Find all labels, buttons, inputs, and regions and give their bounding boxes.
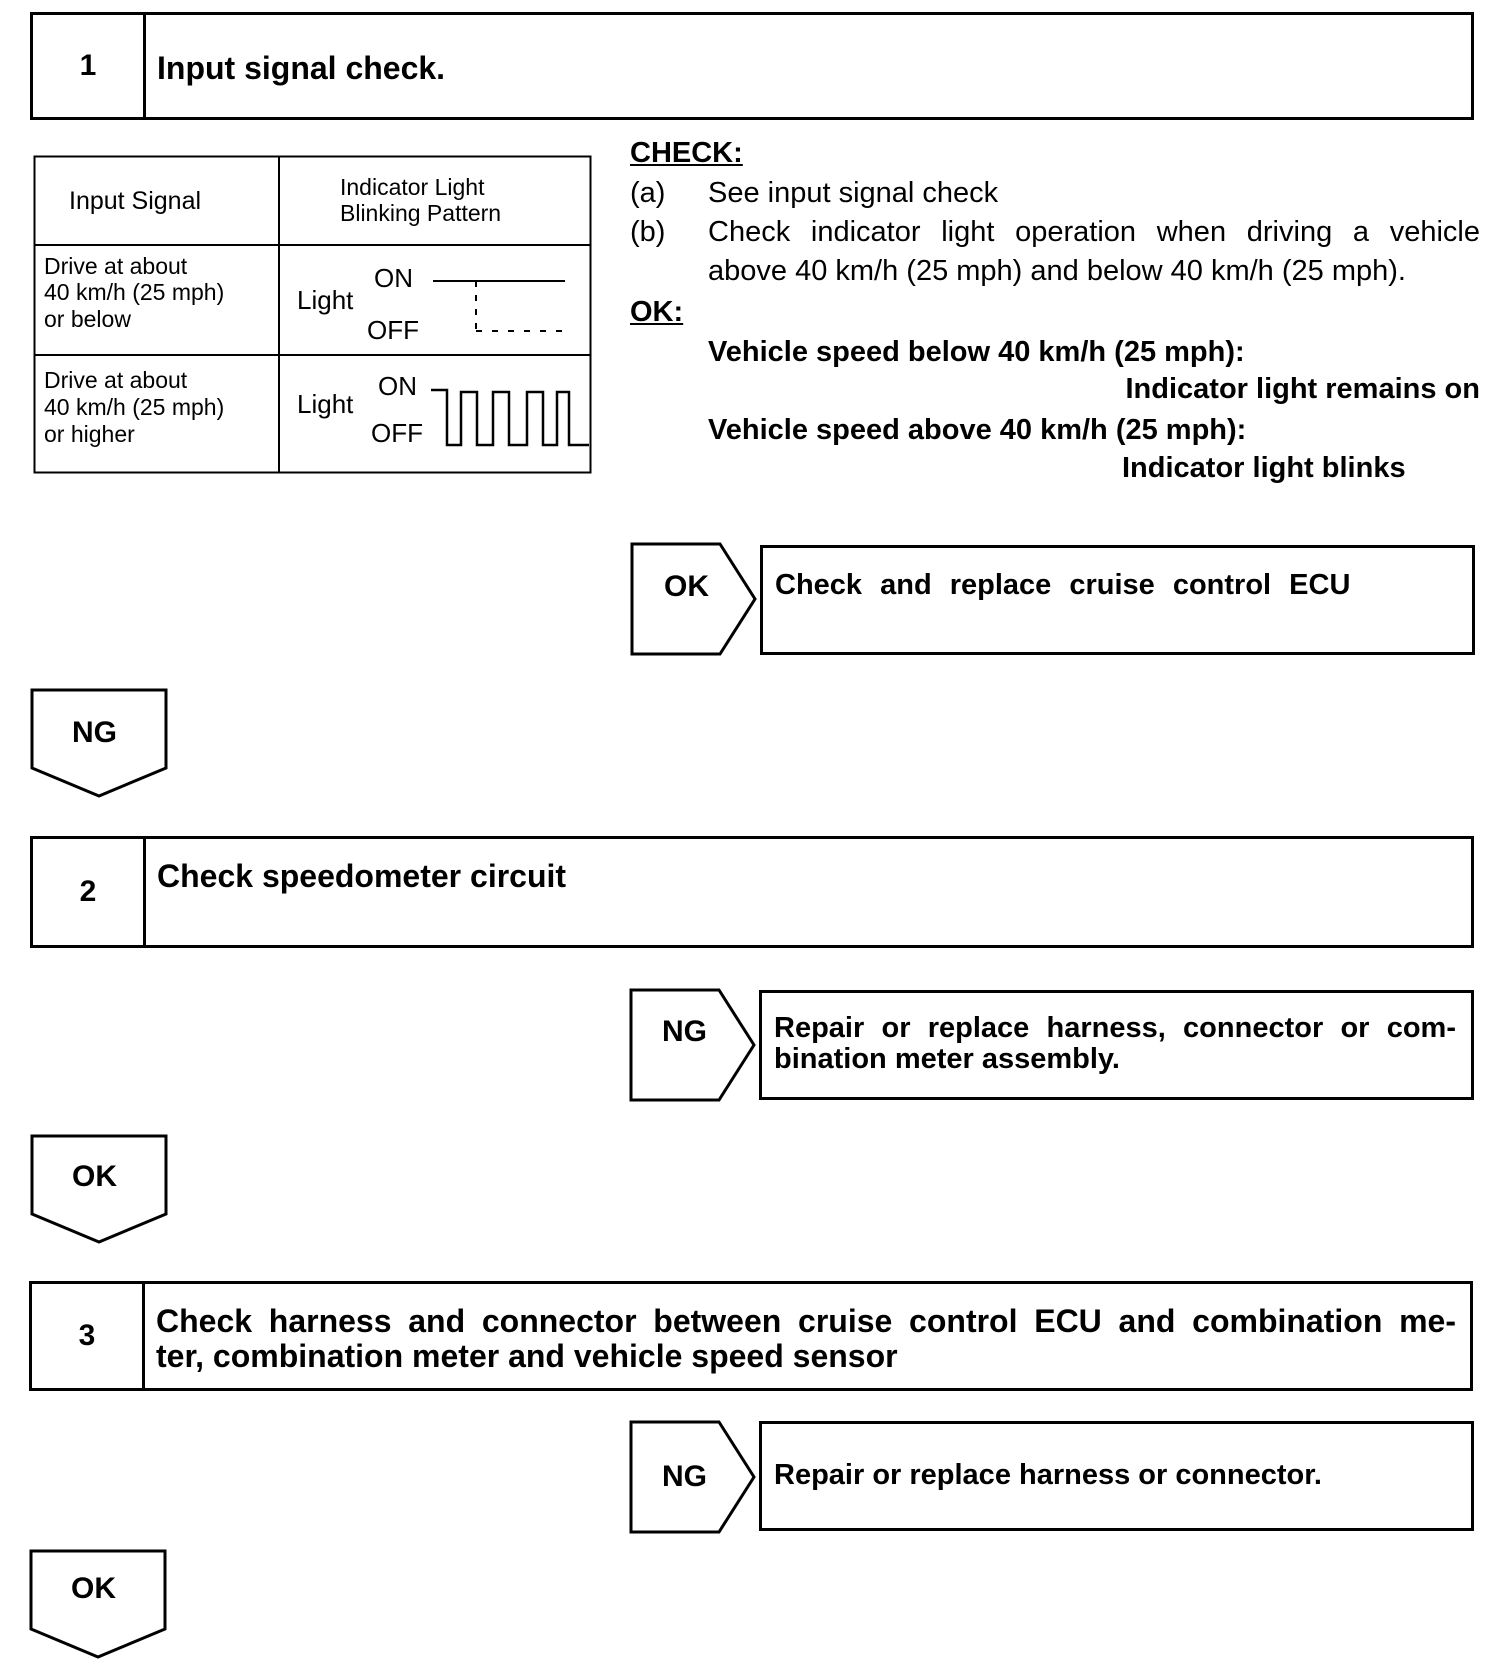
row2-line1: Drive at about [44,367,188,393]
ok-heading: OK: [630,296,684,328]
step-2-box [30,836,1474,948]
ok-line-3: Vehicle speed above 40 km/h (25 mph): [708,414,1247,446]
step-title: Check speedometer circuit [157,858,567,894]
ng-arrow-label: NG [662,1015,707,1048]
table-header-blinking-pattern: Blinking Pattern [340,200,502,226]
ok-line-1: Vehicle speed below 40 km/h (25 mph): [708,336,1245,368]
step-title: Check harness and connector between cruise control ECU and combination me- [156,1303,1456,1339]
result-box-2 [759,990,1474,1100]
check-item-b-label: (b) [630,216,666,248]
table-header-input-signal: Input Signal [69,187,202,215]
row2-line3: or higher [44,421,135,447]
step-number: 3 [32,1284,145,1388]
check-item-b-text-line2: above 40 km/h (25 mph) and below 40 km/h (25 mph). [708,255,1406,287]
blinking-waveform [431,390,589,445]
check-item-b-text: Check indicator light operation when driving a vehicle [708,216,1480,248]
input-signal-table [33,155,592,474]
ok-line-2: Indicator light remains on [1125,373,1480,405]
step-title: Input signal check. [157,50,446,86]
row1-line2: 40 km/h (25 mph) [44,279,225,305]
row1-off-label: OFF [367,315,419,345]
check-item-a-text: See input signal check [708,177,999,209]
step-title-line2: ter, combination meter and vehicle speed sensor [156,1338,898,1374]
row2-light-label: Light [297,389,354,419]
step-number: 2 [33,839,146,945]
step-1-box [30,12,1474,120]
steady-on-waveform [433,281,565,331]
check-heading: CHECK: [630,137,743,169]
result-text-line2: bination meter assembly. [774,1043,1120,1075]
ok-down-label: OK [71,1572,116,1605]
ng-arrow-label: NG [662,1460,707,1493]
result-box-3 [759,1421,1474,1531]
result-box-1 [760,545,1475,655]
step-number: 1 [33,15,146,117]
row1-line3: or below [44,306,131,332]
row1-line1: Drive at about [44,253,188,279]
row1-light-label: Light [297,285,354,315]
check-item-a-label: (a) [630,177,666,209]
ok-arrow-label: OK [664,570,709,603]
result-text: Check and replace cruise control ECU [775,569,1351,601]
table-header-indicator-light: Indicator Light [340,174,485,200]
row2-on-label: ON [378,371,417,401]
ok-line-4: Indicator light blinks [1122,452,1406,484]
step-3-box [29,1281,1473,1391]
row1-on-label: ON [374,263,413,293]
row2-off-label: OFF [371,418,423,448]
ok-down-label: OK [72,1160,117,1193]
result-text: Repair or replace harness, connector or com- [774,1012,1456,1044]
result-text: Repair or replace harness or connector. [774,1459,1322,1491]
ng-down-label: NG [72,716,117,749]
row2-line2: 40 km/h (25 mph) [44,394,225,420]
